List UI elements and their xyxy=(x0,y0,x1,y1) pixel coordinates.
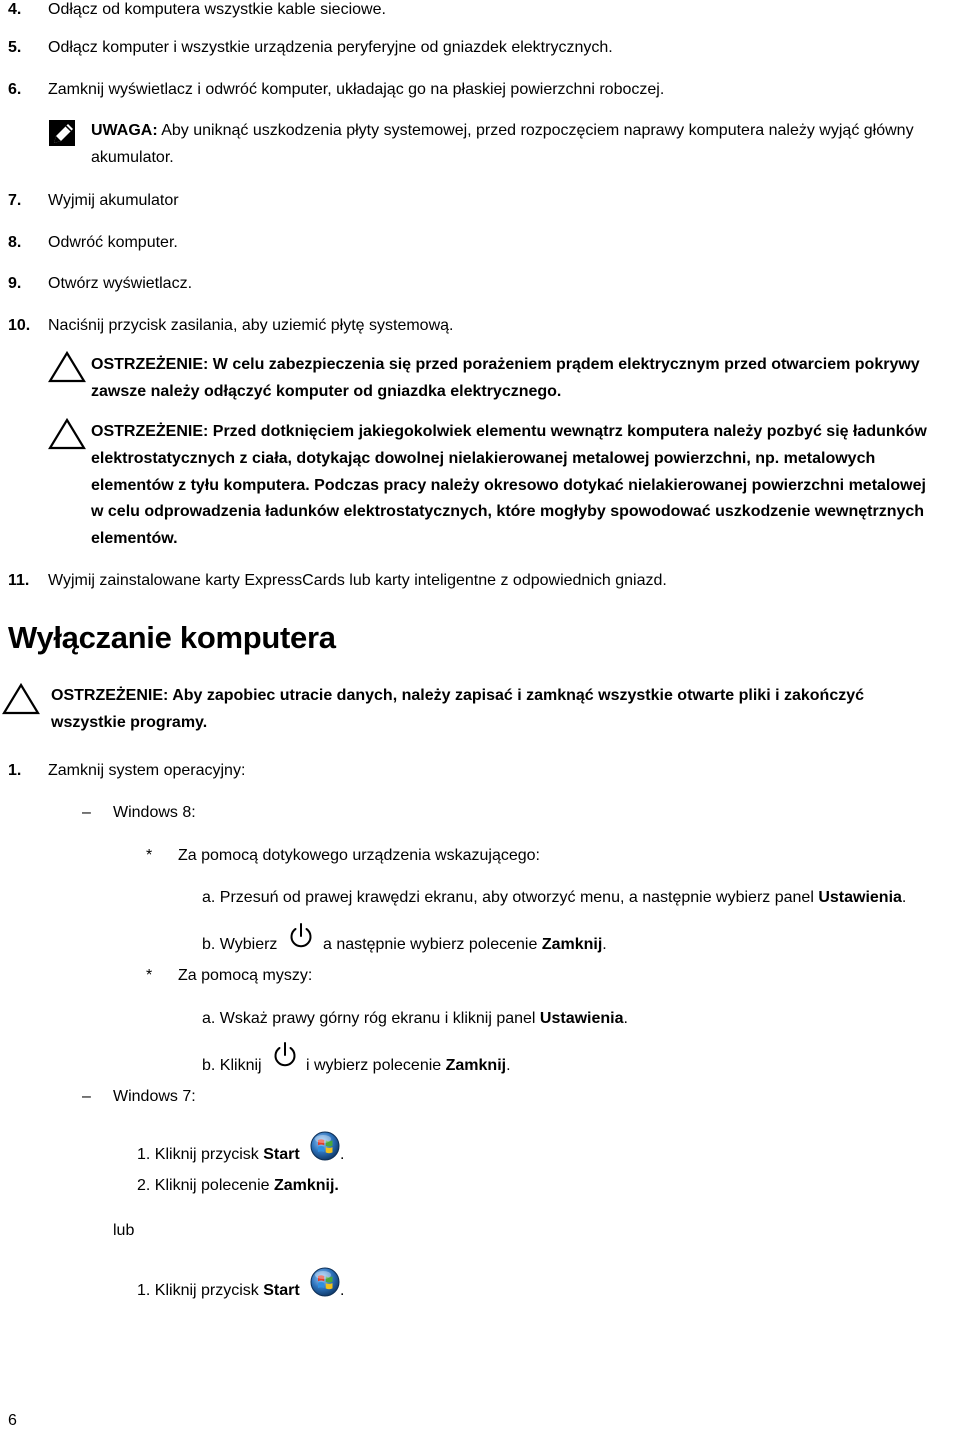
win7-alt-step-1-bold: Start xyxy=(263,1282,300,1299)
mouse-step-b-text: i wybierz polecenie xyxy=(306,1057,446,1074)
warning-triangle-icon xyxy=(48,417,86,457)
step-number-4: 4. xyxy=(8,1,22,18)
win7-step-1 xyxy=(137,1145,300,1165)
step-text-4: Odłącz od komputera wszystkie kable sieciowe. xyxy=(48,1,386,18)
win7-alt-step-1-text: 1. Kliknij przycisk xyxy=(137,1282,264,1299)
step-number-11: 11. xyxy=(8,572,30,589)
warning2-line-5: elementów. xyxy=(91,530,178,547)
mouse-step-a xyxy=(202,1009,628,1029)
win7-step-1-end: . xyxy=(340,1146,345,1163)
mouse-label: Za pomocą myszy: xyxy=(178,967,313,984)
section-heading: Wyłączanie komputera xyxy=(8,620,336,655)
warning3-line-1: OSTRZEŻENIE: Aby zapobiec utracie danych, należy zapisać i zamknąć wszystkie otwarte pliki i zakończyć xyxy=(51,687,865,704)
or-label: lub xyxy=(113,1222,135,1239)
dash-bullet: – xyxy=(82,1088,91,1105)
warning2-line-1: OSTRZEŻENIE: Przed dotknięciem jakiegokolwiek elementu wewnątrz komputera należy pozbyć się ładunków xyxy=(91,423,927,440)
dash-bullet: – xyxy=(82,804,91,821)
step-text-6: Zamknij wyświetlacz i odwróć komputer, układając go na płaskiej powierzchni roboczej. xyxy=(48,81,665,98)
windows7-label: Windows 7: xyxy=(113,1088,196,1105)
power-icon xyxy=(287,921,315,957)
mouse-step-b-end: . xyxy=(506,1057,511,1074)
mouse-step-b-bold: Zamknij xyxy=(445,1057,507,1074)
warning-triangle-icon xyxy=(48,350,86,390)
win7-alt-step-1-end: . xyxy=(340,1282,345,1299)
win7-step-2-bold: Zamknij. xyxy=(273,1177,339,1194)
win7-step-2-text: 2. Kliknij polecenie xyxy=(137,1177,274,1194)
note-label: UWAGA: xyxy=(91,122,158,139)
mouse-step-a-end: . xyxy=(623,1010,628,1027)
win7-alt-step-1 xyxy=(137,1281,300,1301)
win7-step-2 xyxy=(137,1176,339,1196)
step-number-6: 6. xyxy=(8,81,22,98)
touch-step-b-end: . xyxy=(602,936,607,953)
mouse-step-b-prefix: b. Kliknij xyxy=(202,1057,262,1074)
power-icon xyxy=(271,1040,299,1076)
step-text-5: Odłącz komputer i wszystkie urządzenia peryferyjne od gniazdek elektrycznych. xyxy=(48,39,613,56)
touch-label: Za pomocą dotykowego urządzenia wskazującego: xyxy=(178,847,540,864)
touch-step-a xyxy=(202,888,906,908)
asterisk-bullet: * xyxy=(146,967,153,984)
warning1-line-1: OSTRZEŻENIE: W celu zabezpieczenia się przed porażeniem prądem elektrycznym przed otwarciem pokrywy xyxy=(91,356,920,373)
warning2-line-3: elementów z tyłu komputera. Podczas pracy należy okresowo dotykać nielakierowanej powierzchni metalowej xyxy=(91,477,926,494)
touch-step-b-text: a następnie wybierz polecenie xyxy=(323,936,542,953)
step-text-7: Wyjmij akumulator xyxy=(48,192,179,209)
note-line-2: akumulator. xyxy=(91,149,174,166)
warning1-line-2: zawsze należy odłączyć komputer od gniazdka elektrycznego. xyxy=(91,383,562,400)
step-text-8: Odwróć komputer. xyxy=(48,234,178,251)
touch-step-a-bold: Ustawienia xyxy=(818,889,902,906)
touch-step-a-text: a. Przesuń od prawej krawędzi ekranu, aby otworzyć menu, a następnie wybierz panel xyxy=(202,889,819,906)
note-text-1: Aby uniknąć uszkodzenia płyty systemowej, przed rozpoczęciem naprawy komputera należy wyjąć główny xyxy=(157,122,914,139)
step-number-1: 1. xyxy=(8,762,22,779)
mouse-step-b xyxy=(306,1056,511,1076)
windows8-label: Windows 8: xyxy=(113,804,196,821)
step-text-9: Otwórz wyświetlacz. xyxy=(48,275,193,292)
note-pencil-icon xyxy=(48,119,78,155)
step-number-7: 7. xyxy=(8,192,22,209)
step-text-1: Zamknij system operacyjny: xyxy=(48,762,246,779)
mouse-step-a-text: a. Wskaż prawy górny róg ekranu i kliknij panel xyxy=(202,1010,540,1027)
step-number-5: 5. xyxy=(8,39,22,56)
win7-step-1-text: 1. Kliknij przycisk xyxy=(137,1146,264,1163)
touch-step-b xyxy=(323,935,607,955)
warning-triangle-icon xyxy=(2,682,40,722)
touch-step-b-bold: Zamknij xyxy=(541,936,603,953)
warning2-line-4: w celu odprowadzenia ładunków elektrostatycznych, które mogłyby spowodować uszkodzenie wewnętrznych xyxy=(91,503,925,520)
asterisk-bullet: * xyxy=(146,847,153,864)
windows-start-orb-icon xyxy=(310,1131,340,1167)
mouse-step-a-bold: Ustawienia xyxy=(539,1010,624,1027)
step-number-9: 9. xyxy=(8,275,22,292)
warning2-line-2: elektrostatycznych z ciała, dotykając dowolnej nielakierowanej metalowej powierzchni, np. metalowych xyxy=(91,450,876,467)
note-line-1 xyxy=(91,121,914,141)
page-number: 6 xyxy=(8,1412,17,1429)
warning3-line-2: wszystkie programy. xyxy=(51,714,208,731)
touch-step-b-prefix: b. Wybierz xyxy=(202,936,278,953)
windows-start-orb-icon xyxy=(310,1267,340,1303)
step-text-11: Wyjmij zainstalowane karty ExpressCards lub karty inteligentne z odpowiednich gniazd. xyxy=(48,572,667,589)
step-number-8: 8. xyxy=(8,234,22,251)
step-text-10: Naciśnij przycisk zasilania, aby uziemić płytę systemową. xyxy=(48,317,454,334)
touch-step-a-end: . xyxy=(901,889,907,906)
step-number-10: 10. xyxy=(8,317,31,334)
win7-step-1-bold: Start xyxy=(263,1146,300,1163)
